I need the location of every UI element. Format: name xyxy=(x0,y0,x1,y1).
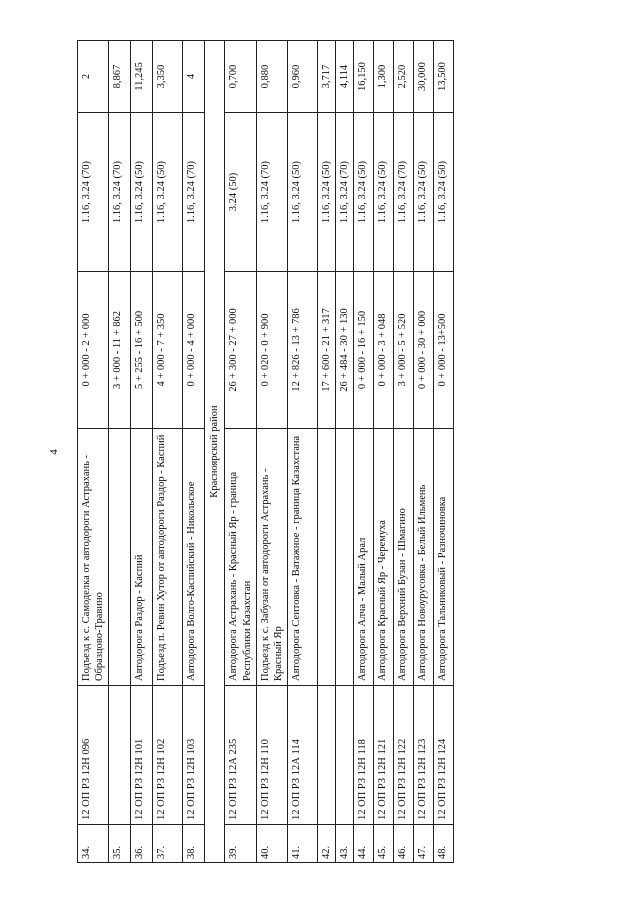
road-length: 30,000 xyxy=(414,41,434,113)
table-row xyxy=(287,41,317,863)
row-number: 38. xyxy=(183,825,205,863)
table-row xyxy=(256,41,287,863)
road-name: Подъезд п. Ревин Хутор от автодороги Раздор - Каспий xyxy=(153,429,183,686)
km-range: 0 + 000 - 30 + 000 xyxy=(414,272,434,429)
row-number: 37. xyxy=(153,825,183,863)
table-row xyxy=(434,41,454,863)
road-name: Автодорога Новоурусовка - Белый Ильмень xyxy=(414,429,434,686)
km-range: 17 + 600 - 21 + 317 xyxy=(317,272,335,429)
table-row xyxy=(183,41,205,863)
km-range: 3 + 000 - 5 + 520 xyxy=(394,272,414,429)
table-row xyxy=(336,41,354,863)
row-number: 40. xyxy=(256,825,287,863)
row-number: 46. xyxy=(394,825,414,863)
roads-table-body xyxy=(78,41,454,863)
road-length: 3,350 xyxy=(153,41,183,113)
road-length: 1,300 xyxy=(374,41,394,113)
roads-table xyxy=(77,40,454,863)
road-category: 1.16, 3.24 (50) xyxy=(354,113,374,272)
road-name: Автодорога Астрахань - Красный Яр - граница Республики Казахстан xyxy=(225,429,256,686)
road-length: 2 xyxy=(78,41,109,113)
road-name: Автодорога Раздор - Каспий xyxy=(131,429,153,686)
table-row xyxy=(317,41,335,863)
road-code: 12 ОП РЗ 12А 114 xyxy=(287,686,317,825)
road-length: 0,960 xyxy=(287,41,317,113)
table-row xyxy=(153,41,183,863)
table-row xyxy=(131,41,153,863)
road-length: 4 xyxy=(183,41,205,113)
road-category: 1.16, 3.24 (70) xyxy=(336,113,354,272)
road-name xyxy=(109,429,131,686)
road-name: Автодорога Тальниковый - Разночиновка xyxy=(434,429,454,686)
road-code: 12 ОП РЗ 12Н 096 xyxy=(78,686,109,825)
row-number: 48. xyxy=(434,825,454,863)
km-range: 4 + 000 - 7 + 350 xyxy=(153,272,183,429)
road-category: 1.16, 3.24 (50) xyxy=(414,113,434,272)
road-category: 1.16, 3.24 (50) xyxy=(374,113,394,272)
table-row xyxy=(78,41,109,863)
road-code: 12 ОП РЗ 12А 235 xyxy=(225,686,256,825)
road-length: 2,520 xyxy=(394,41,414,113)
road-name: Автодорога Алча - Малый Арал xyxy=(354,429,374,686)
road-name: Автодорога Красный Яр - Черемуха xyxy=(374,429,394,686)
road-name: Автодорога Верхний Бузан - Шмагино xyxy=(394,429,414,686)
road-length: 8,867 xyxy=(109,41,131,113)
road-length: 13,500 xyxy=(434,41,454,113)
road-category: 1.16, 3.24 (50) xyxy=(317,113,335,272)
km-range: 12 + 826 - 13 + 786 xyxy=(287,272,317,429)
km-range: 0 + 020 - 0 + 900 xyxy=(256,272,287,429)
road-category: 1.16, 3.24 (70) xyxy=(78,113,109,272)
road-length: 0,700 xyxy=(225,41,256,113)
row-number: 44. xyxy=(354,825,374,863)
table-row xyxy=(109,41,131,863)
road-code: 12 ОП РЗ 12Н 118 xyxy=(354,686,374,825)
road-category: 3.24 (50) xyxy=(225,113,256,272)
road-name: Автодорога Волго-Каспийский - Никольское xyxy=(183,429,205,686)
row-number: 34. xyxy=(78,825,109,863)
road-length: 11,245 xyxy=(131,41,153,113)
row-number: 43. xyxy=(336,825,354,863)
road-code xyxy=(109,686,131,825)
road-category: 1.16, 3.24 (70) xyxy=(256,113,287,272)
road-category: 1.16, 3.24 (70) xyxy=(109,113,131,272)
row-number: 45. xyxy=(374,825,394,863)
road-name xyxy=(336,429,354,686)
road-code: 12 ОП РЗ 12Н 121 xyxy=(374,686,394,825)
road-code: 12 ОП РЗ 12Н 122 xyxy=(394,686,414,825)
row-number: 35. xyxy=(109,825,131,863)
table-row xyxy=(374,41,394,863)
row-number: 39. xyxy=(225,825,256,863)
road-length: 3,717 xyxy=(317,41,335,113)
road-name: Автодорога Сеитовка - Ватажное - граница Казахстана xyxy=(287,429,317,686)
km-range: 0 + 000 - 2 + 000 xyxy=(78,272,109,429)
road-code: 12 ОП РЗ 12Н 103 xyxy=(183,686,205,825)
row-number: 36. xyxy=(131,825,153,863)
road-category: 1.16, 3.24 (70) xyxy=(183,113,205,272)
road-length: 4,114 xyxy=(336,41,354,113)
road-code: 12 ОП РЗ 12Н 101 xyxy=(131,686,153,825)
road-code: 12 ОП РЗ 12Н 102 xyxy=(153,686,183,825)
km-range: 26 + 484 - 30 + 130 xyxy=(336,272,354,429)
km-range: 5 + 255 - 16 + 500 xyxy=(131,272,153,429)
road-category: 1.16, 3.24 (70) xyxy=(394,113,414,272)
road-name xyxy=(317,429,335,686)
road-category: 1.16, 3.24 (50) xyxy=(131,113,153,272)
row-number: 41. xyxy=(287,825,317,863)
km-range: 0 + 000 - 13+500 xyxy=(434,272,454,429)
row-number: 42. xyxy=(317,825,335,863)
page-number: 4 xyxy=(48,449,60,455)
road-code: 12 ОП РЗ 12Н 110 xyxy=(256,686,287,825)
km-range: 3 + 000 - 11 + 862 xyxy=(109,272,131,429)
district-row xyxy=(205,41,225,863)
road-length: 0,880 xyxy=(256,41,287,113)
table-row xyxy=(354,41,374,863)
road-category: 1.16, 3.24 (50) xyxy=(287,113,317,272)
km-range: 0 + 000 - 16 + 150 xyxy=(354,272,374,429)
road-length: 16,150 xyxy=(354,41,374,113)
district-heading: Красноярский район xyxy=(205,41,225,863)
km-range: 26 + 300 - 27 + 000 xyxy=(225,272,256,429)
road-name: Подъезд к с. Самоделка от автодороги Астрахань - Образцово-Травино xyxy=(78,429,109,686)
table-row xyxy=(414,41,434,863)
road-name: Подъезд к с. Забузан от автодороги Астрахань - Красный Яр xyxy=(256,429,287,686)
km-range: 0 + 000 - 3 + 048 xyxy=(374,272,394,429)
road-code: 12 ОП РЗ 12Н 123 xyxy=(414,686,434,825)
road-category: 1.16, 3.24 (50) xyxy=(153,113,183,272)
road-code xyxy=(317,686,335,825)
row-number: 47. xyxy=(414,825,434,863)
table-row xyxy=(394,41,414,863)
table-row xyxy=(225,41,256,863)
km-range: 0 + 000 - 4 + 000 xyxy=(183,272,205,429)
rotated-table-container xyxy=(77,40,627,863)
road-code: 12 ОП РЗ 12Н 124 xyxy=(434,686,454,825)
road-category: 1.16, 3.24 (50) xyxy=(434,113,454,272)
road-code xyxy=(336,686,354,825)
